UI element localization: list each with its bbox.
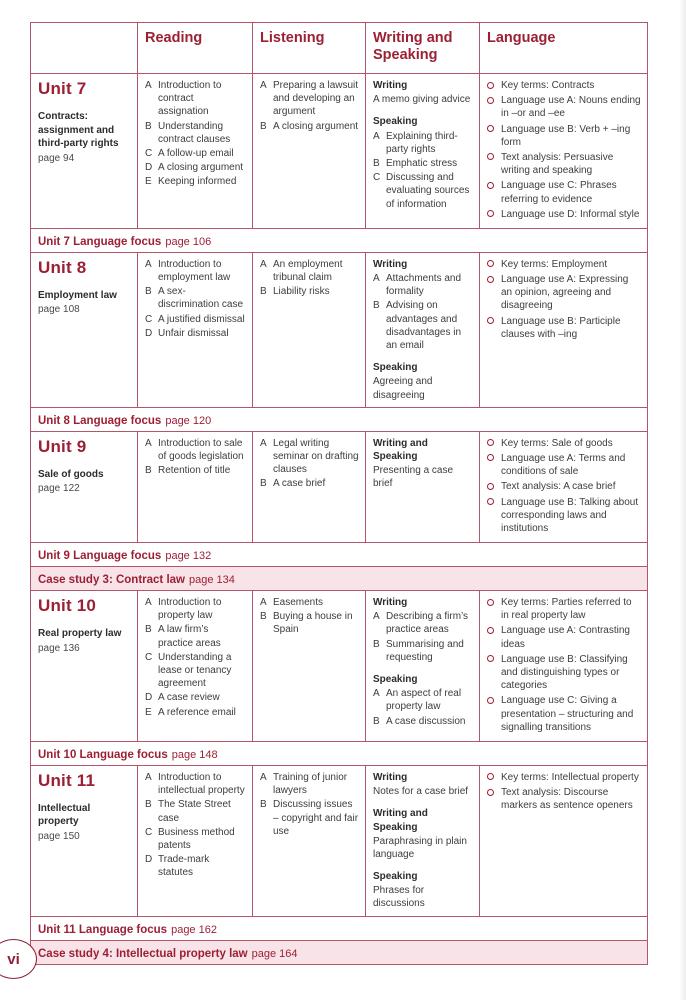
listening-cell [253, 591, 366, 742]
unit-page-ref: page 136 [38, 642, 80, 654]
unit-title: Unit 11 [38, 770, 96, 790]
item-letter: B [373, 715, 380, 727]
circle-bullet-icon [487, 125, 494, 132]
item-text: A case review [158, 692, 220, 704]
section-heading: Writing [373, 771, 408, 783]
item-letter: A [260, 771, 267, 783]
language-focus-cell [31, 407, 648, 431]
circle-bullet-icon [487, 97, 494, 104]
language-item [487, 258, 641, 271]
item-text: Explaining third-party rights [386, 130, 458, 155]
reading-item [145, 771, 246, 797]
reading-item [145, 175, 246, 188]
item-letter: E [145, 706, 152, 718]
circle-bullet-icon [487, 260, 494, 267]
reading-cell [138, 765, 253, 916]
circle-bullet-icon [487, 599, 494, 606]
item-text: Key terms: Sale of goods [501, 437, 613, 449]
item-letter: A [260, 437, 267, 449]
header-row [31, 23, 648, 74]
section-item: Notes for a case brief [373, 786, 469, 798]
unit-info-cell [31, 765, 138, 916]
item-text: Key terms: Contracts [501, 80, 595, 91]
item-text: Buying a house in Spain [273, 611, 353, 636]
reading-item [145, 651, 246, 691]
item-text: A closing argument [158, 162, 244, 174]
item-text: Introduction to employment law [158, 258, 231, 284]
item-text: Text analysis: Discourse markers as sentence openers [501, 787, 633, 812]
language-item [487, 786, 641, 812]
item-text: Language use A: Terms and conditions of sale [501, 452, 626, 478]
language-item [487, 437, 641, 450]
language-item [487, 480, 641, 493]
speaking-item [373, 130, 473, 156]
language-focus-row [31, 916, 648, 940]
item-letter: B [260, 478, 267, 490]
reading-item [145, 161, 246, 174]
circle-bullet-icon [487, 210, 494, 217]
language-focus-cell [31, 741, 648, 765]
reading-item [145, 798, 246, 824]
item-text: Trade-mark statutes [158, 854, 210, 879]
column-title: Reading [145, 30, 203, 46]
item-text: Introduction to intellectual property [158, 771, 245, 797]
reading-item [145, 313, 246, 326]
reading-item [145, 706, 246, 719]
listening-item [260, 771, 359, 797]
focus-page-ref: page 148 [171, 748, 218, 761]
item-text: Liability risks [273, 286, 330, 298]
item-letter: A [145, 771, 152, 783]
item-letter: A [373, 130, 380, 142]
language-item [487, 179, 641, 205]
item-text: Language use D: Informal style [501, 208, 640, 220]
writing-speaking-cell [366, 765, 480, 916]
focus-label: Unit 8 Language focus [38, 414, 162, 427]
circle-bullet-icon [487, 82, 494, 89]
writing-item [373, 610, 473, 636]
item-text: Language use B: Classifying and distinguishing types or categories [501, 653, 628, 692]
circle-bullet-icon [487, 789, 494, 796]
writing-speaking-cell [366, 252, 480, 407]
listening-cell [253, 74, 366, 229]
language-focus-cell [31, 916, 648, 940]
reading-item [145, 147, 246, 160]
unit-info-cell [31, 431, 138, 542]
header-writing-speaking [366, 23, 480, 74]
item-text: Language use B: Participle clauses with –ing [501, 315, 621, 340]
focus-page-ref: page 132 [165, 550, 212, 563]
circle-bullet-icon [487, 498, 494, 505]
item-letter: A [145, 258, 152, 270]
item-letter: C [145, 147, 153, 159]
language-focus-cell [31, 543, 648, 567]
item-letter: C [145, 313, 153, 325]
item-text: Unfair dismissal [158, 327, 229, 339]
section-item: Paraphrasing in plain language [373, 835, 467, 860]
section-heading: Speaking [373, 674, 418, 685]
unit-info-cell [31, 252, 138, 407]
item-letter: B [373, 300, 380, 312]
language-focus-row [31, 407, 648, 431]
section-heading: Speaking [373, 871, 418, 883]
circle-bullet-icon [487, 439, 494, 446]
language-cell [480, 765, 648, 916]
circle-bullet-icon [487, 627, 494, 634]
case-study-page-ref: page 164 [251, 947, 298, 960]
item-letter: B [145, 286, 152, 298]
item-text: Introduction to sale of goods legislation [158, 437, 244, 462]
language-item [487, 452, 641, 478]
item-letter: B [260, 286, 267, 298]
case-study-row [31, 567, 648, 591]
language-item [487, 624, 641, 650]
focus-label: Unit 10 Language focus [38, 748, 168, 761]
item-text: A justified dismissal [158, 313, 245, 325]
speaking-item [373, 157, 473, 170]
writing-item [373, 299, 473, 352]
item-letter: A [260, 597, 267, 609]
unit-title: Unit 10 [38, 596, 97, 616]
item-text: A law firm’s practice areas [158, 624, 221, 649]
unit-title: Unit 9 [38, 436, 87, 456]
section-heading: Writing [373, 597, 408, 609]
focus-label: Unit 7 Language focus [38, 235, 162, 248]
page-number: vi [7, 950, 20, 968]
focus-label: Unit 9 Language focus [38, 550, 162, 563]
listening-item [260, 258, 359, 284]
header-empty-cell [31, 23, 138, 74]
item-text: Understanding a lease or tenancy agreement [158, 651, 232, 690]
reading-cell [138, 252, 253, 407]
item-text: Legal writing seminar on drafting clauses [273, 437, 359, 476]
case-study-cell [31, 567, 648, 591]
circle-bullet-icon [487, 655, 494, 662]
case-study-label: Case study 4: Intellectual property law [38, 947, 248, 960]
item-letter: D [145, 692, 153, 704]
unit-row-7 [31, 74, 648, 229]
section-item: A memo giving advice [373, 94, 471, 106]
unit-subtitle: Employment law [38, 289, 117, 301]
item-letter: C [373, 172, 381, 184]
language-item [487, 653, 641, 693]
listening-item [260, 798, 359, 838]
item-text: Training of junior lawyers [273, 771, 348, 797]
speaking-item [373, 171, 473, 211]
circle-bullet-icon [487, 153, 494, 160]
section-item: Agreeing and disagreeing [373, 376, 433, 401]
item-text: Language use A: Nouns ending in –or and –ee [501, 95, 641, 120]
section-item: Phrases for discussions [373, 885, 425, 910]
reading-item [145, 826, 246, 852]
item-text: The State Street case [158, 799, 231, 824]
listening-item [260, 596, 359, 609]
reading-cell [138, 74, 253, 229]
item-text: Discussing and evaluating sources of information [386, 172, 470, 210]
item-text: A case brief [273, 478, 326, 490]
item-text: Preparing a lawsuit and developing an argument [273, 80, 359, 118]
circle-bullet-icon [487, 483, 494, 490]
speaking-item [373, 715, 473, 728]
circle-bullet-icon [487, 317, 494, 324]
case-study-row [31, 940, 648, 964]
writing-speaking-cell [366, 591, 480, 742]
listening-item [260, 610, 359, 636]
language-item [487, 694, 641, 734]
item-letter: A [145, 437, 152, 449]
item-text: An employment tribunal claim [273, 258, 343, 284]
circle-bullet-icon [487, 454, 494, 461]
focus-page-ref: page 162 [171, 923, 217, 936]
item-letter: B [145, 120, 152, 132]
item-letter: A [373, 611, 380, 623]
item-text: A follow-up email [158, 147, 234, 159]
item-text: A case discussion [386, 715, 466, 727]
circle-bullet-icon [487, 276, 494, 283]
reading-item [145, 120, 246, 146]
item-letter: A [260, 80, 267, 91]
item-text: Introduction to property law [158, 597, 222, 622]
item-letter: D [145, 327, 153, 339]
item-letter: A [260, 258, 267, 270]
language-focus-row [31, 228, 648, 252]
item-letter: A [145, 80, 152, 91]
language-item [487, 315, 641, 341]
header-listening [253, 23, 366, 74]
unit-page-ref: page 122 [38, 483, 80, 495]
unit-row-10 [31, 591, 648, 742]
item-letter: B [373, 157, 380, 169]
unit-page-ref: page 108 [38, 304, 80, 316]
item-text: Text analysis: Persuasive writing and speaking [501, 151, 614, 177]
item-letter: B [260, 611, 267, 623]
language-focus-row [31, 741, 648, 765]
writing-item [373, 272, 473, 298]
item-text: Describing a firm’s practice areas [386, 611, 469, 636]
writing-speaking-cell [366, 74, 480, 229]
section-item: Presenting a case brief [373, 465, 454, 490]
reading-item [145, 79, 246, 119]
item-text: Language use C: Phrases referring to evidence [501, 180, 617, 205]
language-focus-row [31, 543, 648, 567]
item-text: Easements [273, 597, 324, 609]
item-text: Introduction to contract assignation [158, 80, 222, 118]
item-letter: B [145, 465, 152, 477]
item-text: Language use B: Verb + –ing form [501, 123, 631, 148]
language-focus-cell [31, 228, 648, 252]
listening-item [260, 79, 359, 119]
item-letter: B [260, 799, 267, 811]
reading-item [145, 596, 246, 622]
unit-row-8 [31, 252, 648, 407]
reading-item [145, 691, 246, 704]
language-item [487, 151, 641, 177]
item-text: Discussing issues – copyright and fair use [273, 799, 359, 837]
item-text: Summarising and requesting [386, 638, 464, 663]
listening-item [260, 477, 359, 490]
item-letter: B [145, 624, 152, 636]
item-text: Key terms: Intellectual property [501, 771, 639, 783]
item-text: Advising on advantages and disadvantages in an email [386, 300, 462, 351]
item-text: Emphatic stress [386, 157, 458, 169]
item-letter: E [145, 176, 152, 188]
item-text: Keeping informed [158, 176, 237, 188]
column-title: Language [487, 30, 556, 46]
circle-bullet-icon [487, 773, 494, 780]
reading-item [145, 437, 246, 463]
case-study-page-ref: page 134 [188, 574, 235, 587]
language-item [487, 123, 641, 149]
reading-item [145, 258, 246, 284]
unit-subtitle: Intellectual property [38, 802, 91, 828]
reading-cell [138, 431, 253, 542]
case-study-label: Case study 3: Contract law [38, 574, 185, 587]
item-text: Understanding contract clauses [158, 120, 231, 145]
circle-bullet-icon [487, 697, 494, 704]
item-letter: C [145, 651, 153, 663]
unit-row-9 [31, 431, 648, 542]
focus-label: Unit 11 Language focus [38, 923, 168, 936]
language-item [487, 79, 641, 92]
item-letter: B [145, 799, 152, 811]
item-text: Language use B: Talking about corresponding laws and institutions [501, 496, 639, 534]
listening-cell [253, 252, 366, 407]
item-text: A sex-discrimination case [158, 286, 244, 311]
section-heading: Writing and Speaking [373, 808, 428, 833]
item-text: A closing argument [273, 120, 359, 132]
item-text: Key terms: Parties referred to in real property law [501, 597, 632, 622]
language-item [487, 596, 641, 622]
column-title: Listening [260, 30, 325, 46]
reading-item [145, 285, 246, 311]
listening-item [260, 437, 359, 477]
listening-cell [253, 431, 366, 542]
unit-page-ref: page 94 [38, 152, 75, 164]
listening-item [260, 285, 359, 298]
header-language [480, 23, 648, 74]
column-title: Writing and Speaking [373, 30, 453, 63]
reading-cell [138, 591, 253, 742]
unit-info-cell [31, 74, 138, 229]
item-letter: D [145, 162, 153, 174]
language-cell [480, 431, 648, 542]
language-cell [480, 74, 648, 229]
item-text: Attachments and formality [386, 273, 462, 298]
item-letter: D [145, 854, 153, 866]
language-item [487, 94, 641, 120]
listening-cell [253, 765, 366, 916]
language-item [487, 496, 641, 536]
unit-row-11 [31, 765, 648, 916]
focus-page-ref: page 120 [165, 414, 212, 427]
item-letter: C [145, 826, 153, 838]
item-text: A reference email [158, 706, 236, 718]
item-letter: A [145, 597, 152, 609]
reading-item [145, 853, 246, 879]
unit-subtitle: Sale of goods [38, 468, 104, 480]
section-heading: Writing [373, 258, 408, 270]
language-item [487, 208, 641, 221]
listening-item [260, 120, 359, 133]
language-cell [480, 591, 648, 742]
item-text: Text analysis: A case brief [501, 481, 616, 493]
case-study-cell [31, 940, 648, 964]
language-cell [480, 252, 648, 407]
header-reading [138, 23, 253, 74]
item-text: An aspect of real property law [386, 688, 462, 713]
reading-item [145, 623, 246, 649]
item-letter: B [373, 638, 380, 650]
item-text: Language use C: Giving a presentation – structuring and signalling transitions [501, 695, 634, 733]
circle-bullet-icon [487, 182, 494, 189]
reading-item [145, 464, 246, 477]
section-heading: Speaking [373, 116, 418, 128]
item-text: Language use A: Expressing an opinion, agreeing and disagreeing [501, 274, 629, 312]
unit-title: Unit 8 [38, 257, 87, 277]
page-edge-shadow [679, 0, 686, 1000]
section-heading: Writing and Speaking [373, 437, 428, 462]
section-heading: Speaking [373, 362, 418, 374]
focus-page-ref: page 106 [165, 235, 212, 248]
item-text: Language use A: Contrasting ideas [501, 625, 630, 650]
writing-item [373, 638, 473, 664]
item-letter: A [373, 273, 380, 285]
speaking-item [373, 687, 473, 713]
language-item [487, 771, 641, 784]
item-letter: A [373, 688, 380, 700]
writing-speaking-cell [366, 431, 480, 542]
language-item [487, 273, 641, 313]
unit-subtitle: Contracts: assignment and third-party rights [38, 111, 119, 149]
reading-item [145, 327, 246, 340]
item-text: Key terms: Employment [501, 258, 608, 270]
unit-subtitle: Real property law [38, 628, 122, 640]
item-text: Retention of title [158, 465, 231, 477]
item-text: Business method patents [158, 826, 235, 851]
unit-info-cell [31, 591, 138, 742]
unit-page-ref: page 150 [38, 830, 80, 842]
item-letter: B [260, 120, 267, 132]
contents-table [30, 22, 648, 965]
unit-title: Unit 7 [38, 79, 87, 98]
section-heading: Writing [373, 80, 408, 91]
